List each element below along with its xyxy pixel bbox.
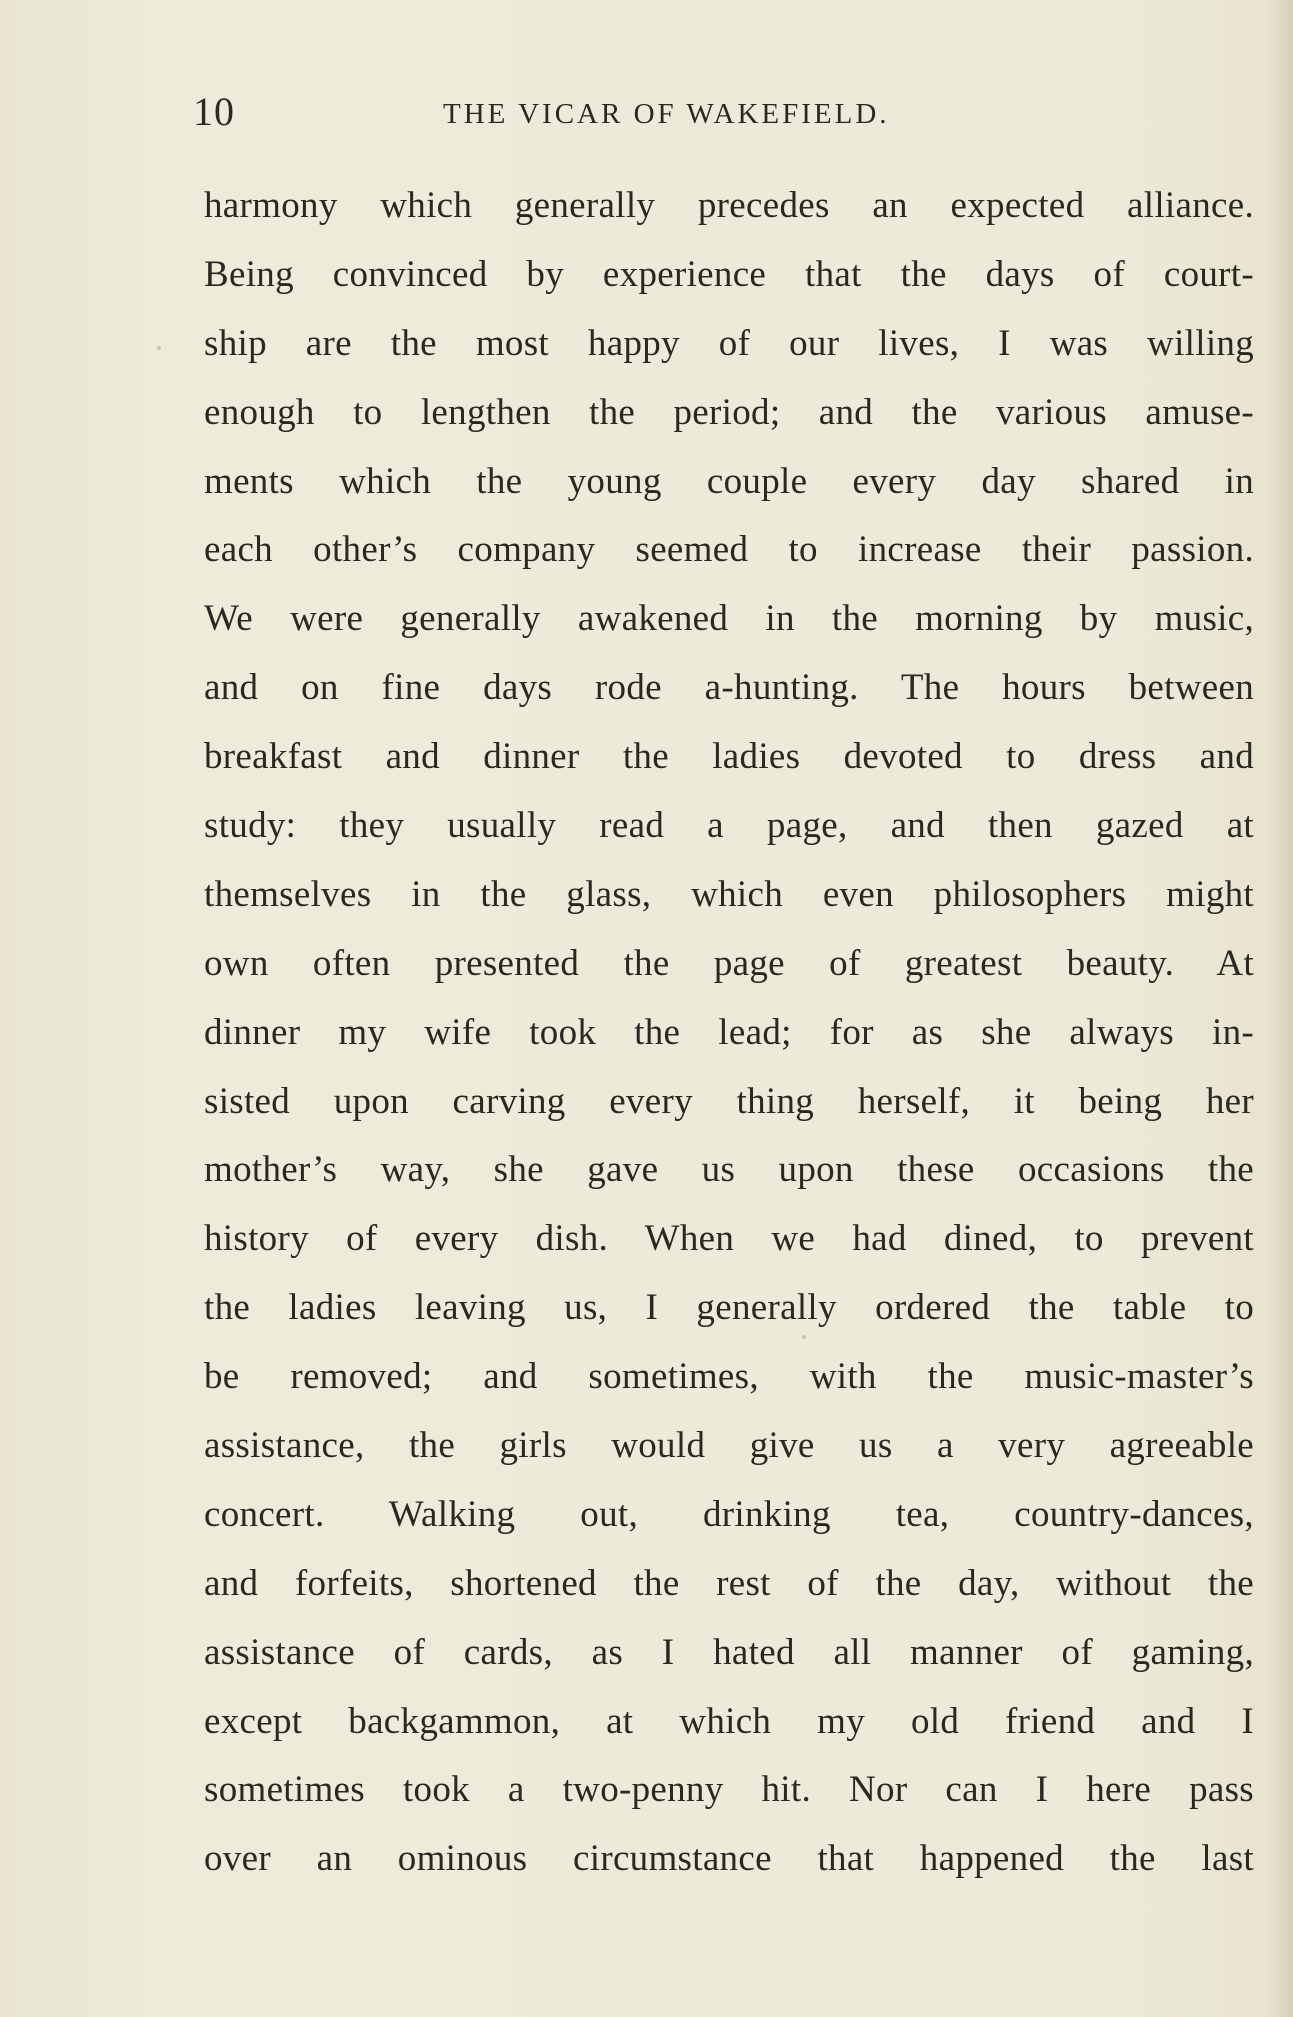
text-line: own often presented the page of greatest beauty. At: [204, 942, 1254, 984]
text-line: each other’s company seemed to increase their passion.: [204, 529, 1254, 571]
text-line: be removed; and sometimes, with the music-master’s: [204, 1356, 1254, 1398]
text-line: except backgammon, at which my old friend and I: [204, 1700, 1254, 1742]
text-line: dinner my wife took the lead; for as she always in-: [204, 1011, 1254, 1053]
text-line: assistance of cards, as I hated all manner of gaming,: [204, 1631, 1254, 1673]
paper-speck: [157, 346, 161, 350]
body-text: [204, 172, 1254, 1894]
text-line: mother’s way, she gave us upon these occasions the: [204, 1149, 1254, 1191]
text-line: over an ominous circumstance that happened the last: [204, 1838, 1254, 1880]
text-line: themselves in the glass, which even philosophers might: [204, 873, 1254, 915]
text-line: ship are the most happy of our lives, I was willing: [204, 322, 1254, 364]
text-line: concert. Walking out, drinking tea, country-dances,: [204, 1493, 1254, 1535]
text-line: the ladies leaving us, I generally ordered the table to: [204, 1287, 1254, 1329]
page-header: [193, 88, 1013, 148]
text-line: We were generally awakened in the morning by music,: [204, 598, 1254, 640]
page-number: 10: [193, 89, 235, 134]
text-line: study: they usually read a page, and then gazed at: [204, 805, 1254, 847]
text-line: sometimes took a two-penny hit. Nor can I here pass: [204, 1769, 1254, 1811]
text-line: sisted upon carving every thing herself, it being her: [204, 1080, 1254, 1122]
running-title: THE VICAR OF WAKEFIELD.: [443, 98, 890, 130]
text-line: and forfeits, shortened the rest of the day, without the: [204, 1562, 1254, 1604]
text-line: breakfast and dinner the ladies devoted to dress and: [204, 736, 1254, 778]
text-line: and on fine days rode a-hunting. The hours between: [204, 667, 1254, 709]
text-line: assistance, the girls would give us a very agreeable: [204, 1425, 1254, 1467]
text-line: harmony which generally precedes an expected alliance.: [204, 185, 1254, 226]
text-line: enough to lengthen the period; and the various amuse-: [204, 391, 1254, 433]
paper-speck: [802, 1335, 806, 1339]
text-line: Being convinced by experience that the days of court-: [204, 253, 1254, 295]
text-line: ments which the young couple every day shared in: [204, 460, 1254, 502]
text-line: history of every dish. When we had dined, to prevent: [204, 1218, 1254, 1260]
